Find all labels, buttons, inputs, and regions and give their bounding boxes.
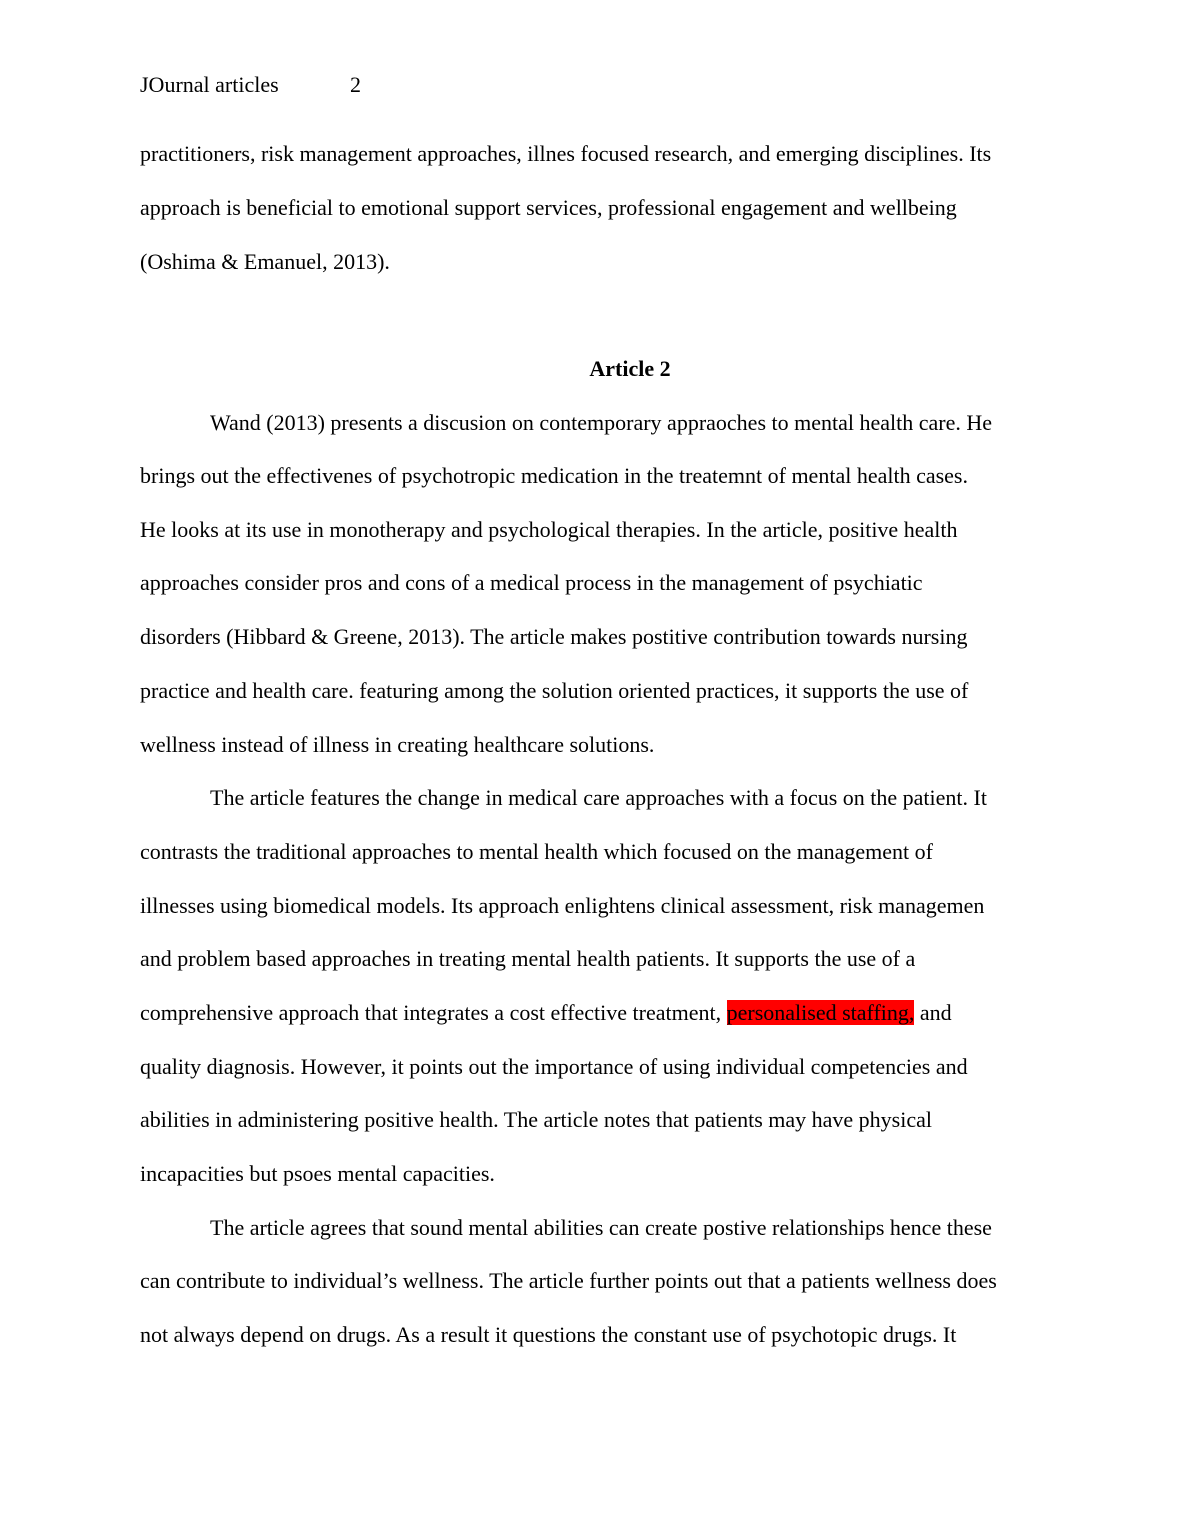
text-line: illnesses using biomedical models. Its approach enlightens clinical assessment, risk managemen xyxy=(140,893,985,918)
text-line: brings out the effectivenes of psychotropic medication in the treatemnt of mental health cases. xyxy=(140,463,968,488)
text-line: incapacities but psoes mental capacities. xyxy=(140,1161,495,1186)
header-title: JOurnal articles xyxy=(140,72,279,97)
text-line: contrasts the traditional approaches to mental health which focused on the management of xyxy=(140,839,933,864)
page-number: 2 xyxy=(350,72,361,97)
highlighted-text: personalised staffing, xyxy=(726,1000,915,1025)
text-line: and problem based approaches in treating mental health patients. It supports the use of a xyxy=(140,946,916,971)
text-line: (Oshima & Emanuel, 2013). xyxy=(140,249,390,274)
text-line: quality diagnosis. However, it points out the importance of using individual competencies and xyxy=(140,1054,968,1079)
text-segment: and xyxy=(914,1000,952,1025)
text-line: abilities in administering positive health. The article notes that patients may have physical xyxy=(140,1107,932,1132)
text-line: disorders (Hibbard & Greene, 2013). The article makes postitive contribution towards nursing xyxy=(140,624,968,649)
text-line: He looks at its use in monotherapy and psychological therapies. In the article, positive health xyxy=(140,517,958,542)
text-line: not always depend on drugs. As a result it questions the constant use of psychotopic drugs. It xyxy=(140,1322,957,1347)
text-segment: comprehensive approach that integrates a cost effective treatment, xyxy=(140,1000,727,1025)
text-line: practice and health care. featuring among the solution oriented practices, it supports the use of xyxy=(140,678,969,703)
text-line: practitioners, risk management approaches, illnes focused research, and emerging disciplines. Its xyxy=(140,141,992,166)
text-line: wellness instead of illness in creating healthcare solutions. xyxy=(140,732,655,757)
text-line: The article agrees that sound mental abilities can create postive relationships hence these xyxy=(210,1215,992,1240)
text-line: can contribute to individual’s wellness. The article further points out that a patients wellness does xyxy=(140,1268,997,1293)
text-line: approach is beneficial to emotional support services, professional engagement and wellbeing xyxy=(140,195,957,220)
text-line: Wand (2013) presents a discusion on contemporary appraoches to mental health care. He xyxy=(210,410,993,435)
section-heading: Article 2 xyxy=(589,356,671,381)
highlighted-text-line xyxy=(140,998,952,1028)
text-line: approaches consider pros and cons of a medical process in the management of psychiatic xyxy=(140,570,923,595)
text-line: The article features the change in medical care approaches with a focus on the patient. It xyxy=(210,785,987,810)
